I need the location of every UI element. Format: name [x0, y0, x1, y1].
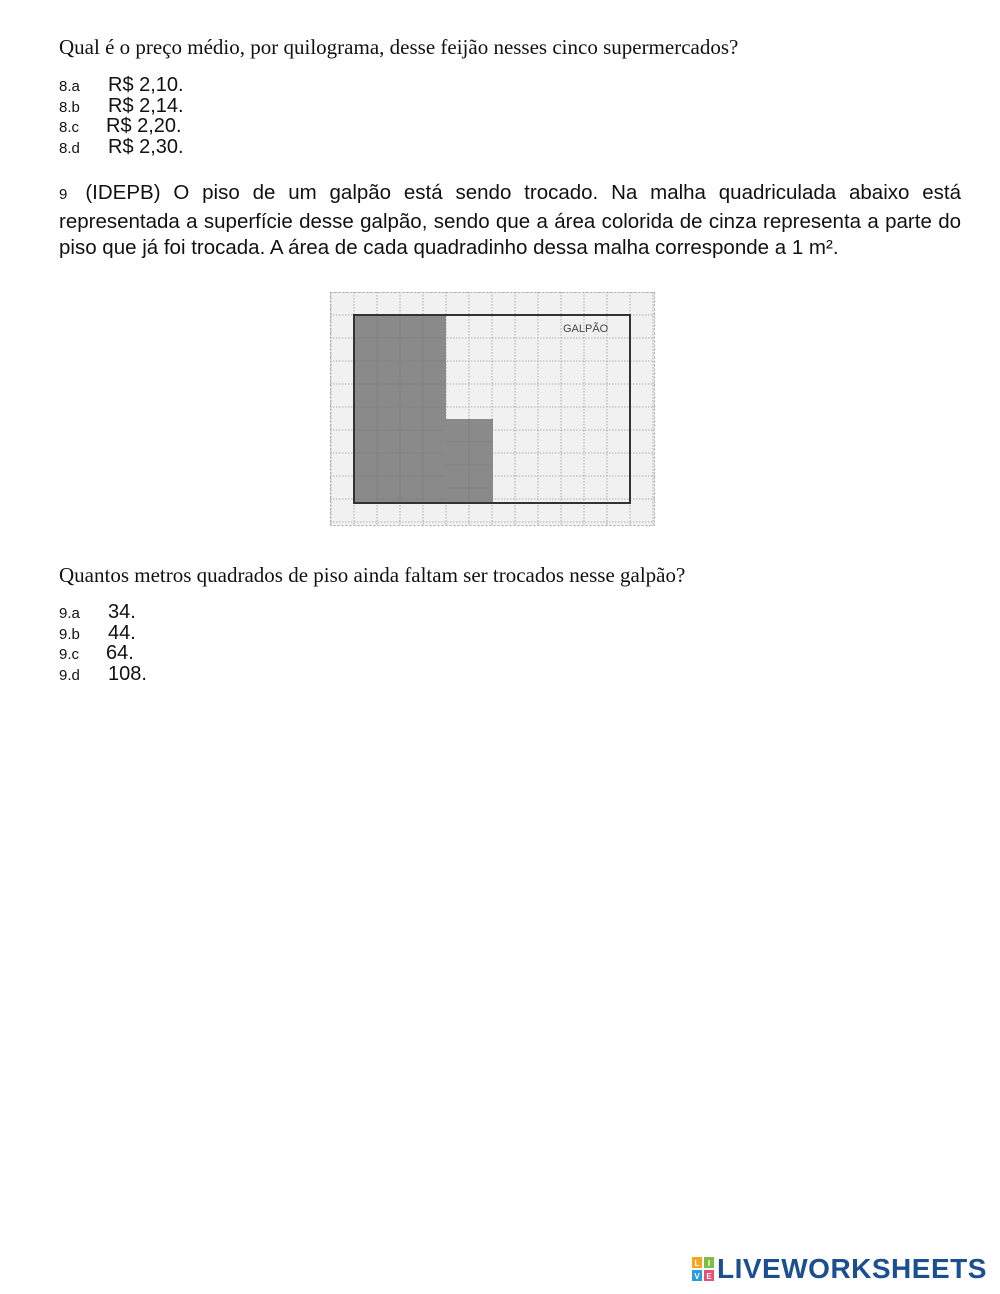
option-text: R$ 2,14.	[108, 95, 184, 117]
brand-name: LIVEWORKSHEETS	[717, 1253, 987, 1284]
option-text: 64.	[106, 642, 134, 664]
option-text: 108.	[108, 663, 147, 685]
option-label: 8.c	[59, 119, 80, 136]
option-label: 8.b	[59, 99, 80, 116]
svg-text:E: E	[706, 1272, 712, 1281]
q8-question: Qual é o preço médio, por quilograma, desse feijão nesses cinco supermercados?	[59, 35, 739, 59]
q9-paragraph	[59, 180, 961, 262]
option-label: 9.c	[59, 646, 80, 663]
gray-column-right	[446, 419, 493, 503]
liveworksheets-mark-icon	[692, 1257, 714, 1281]
q9-statement: (IDEPB) O piso de um galpão está sendo trocado. Na malha quadriculada abaixo está representada a superfície desse galpão, sendo que a área colorida de cinza representa a parte do piso que já foi trocada. A área de cada quadradinho dessa malha corresponde a 1 m².	[59, 181, 961, 259]
svg-text:L: L	[694, 1259, 700, 1268]
option-label: 9.a	[59, 605, 80, 622]
galpao-label: GALPÃO	[563, 323, 609, 335]
option-label: 8.a	[59, 78, 80, 95]
option-label: 8.d	[59, 140, 80, 157]
option-text: R$ 2,20.	[106, 115, 182, 137]
svg-text:V: V	[694, 1272, 700, 1281]
liveworksheets-logo	[692, 1253, 987, 1285]
warehouse-grid-figure	[330, 292, 655, 526]
option-text: 34.	[108, 601, 136, 623]
question-number: 9	[59, 186, 68, 203]
svg-text:I: I	[707, 1259, 711, 1268]
option-label: 9.b	[59, 626, 80, 643]
option-text: 44.	[108, 622, 136, 644]
option-text: R$ 2,30.	[108, 136, 184, 158]
option-label: 9.d	[59, 667, 80, 684]
option-text: R$ 2,10.	[108, 74, 184, 96]
q9-question: Quantos metros quadrados de piso ainda faltam ser trocados nesse galpão?	[59, 563, 686, 587]
